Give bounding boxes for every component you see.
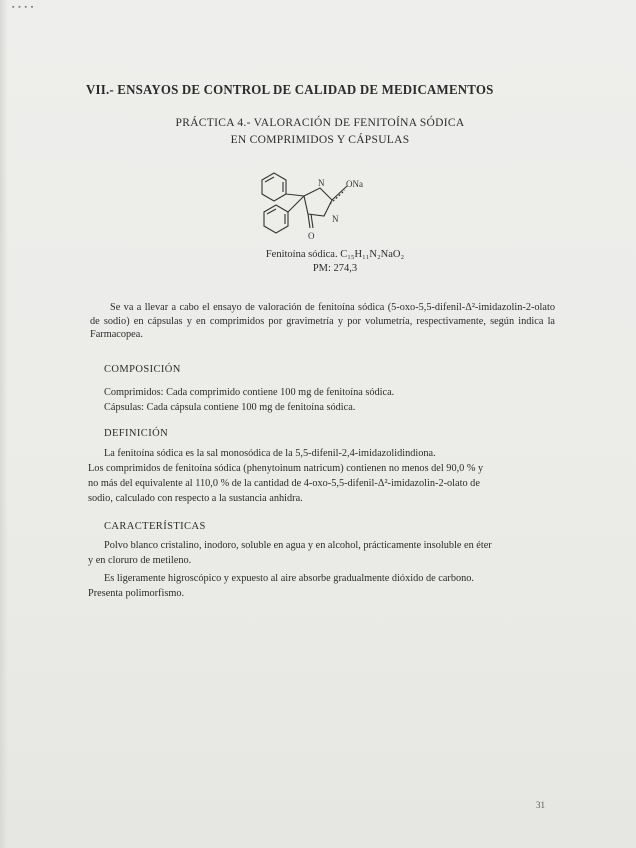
- intro-paragraph: Se va a llevar a cabo el ensayo de valoración de fenitoína sódica (5-oxo-5,5-difenil-Δ²-imidazolin-2-olato de sodio) en cápsulas y en comprimidos por gravimetría y por volumetría, respectivamente, según indica la Farmacopea.: [90, 302, 555, 340]
- caracteristicas-line-1: Polvo blanco cristalino, inodoro, soluble en agua y en alcohol, prácticamente insoluble en éter: [104, 540, 492, 551]
- page-number: 31: [536, 800, 545, 810]
- molecular-formula: Fenitoína sódica. C₁₅H₁₁N₂NaO₂: [265, 249, 405, 260]
- chapter-title: VII.- ENSAYOS DE CONTROL DE CALIDAD DE MEDICAMENTOS: [86, 82, 494, 97]
- definicion-line-3: no más del equivalente al 110,0 % de la cantidad de 4-oxo-5,5-difenil-Δ²-imidazolin-2-olato de: [88, 478, 480, 489]
- scan-edge-shadow: [0, 0, 8, 848]
- nitrogen-label-1: N: [318, 178, 325, 188]
- definicion-line-1: La fenitoína sódica es la sal monosódica de la 5,5-difenil-2,4-imidazolidindiona.: [104, 448, 436, 459]
- caracteristicas-line-3: Es ligeramente higroscópico y expuesto al aire absorbe gradualmente dióxido de carbono.: [104, 573, 474, 584]
- practice-title-line-2: EN COMPRIMIDOS Y CÁPSULAS: [230, 134, 410, 146]
- caracteristicas-heading: CARACTERÍSTICAS: [104, 521, 206, 532]
- formula-block: [200, 248, 470, 276]
- composicion-heading: COMPOSICIÓN: [104, 364, 181, 375]
- oxygen-label: O: [308, 231, 315, 241]
- molecular-weight: PM: 274,3: [312, 263, 358, 274]
- sodium-oxide-label: ONa: [346, 179, 363, 189]
- imidazoline-ring: [304, 188, 332, 216]
- definicion-line-2: Los comprimidos de fenitoína sódica (phenytoinum natricum) contienen no menos del 90,0 % y: [88, 463, 484, 474]
- nitrogen-label-2: N: [332, 214, 339, 224]
- definicion-heading: DEFINICIÓN: [104, 428, 169, 439]
- practice-title-line-1: PRÁCTICA 4.- VALORACIÓN DE FENITOÍNA SÓDICA: [175, 117, 465, 129]
- corner-mark: ▪ ▪ ▪ ▪: [12, 3, 35, 11]
- caracteristicas-line-2: y en cloruro de metileno.: [88, 555, 192, 566]
- composicion-line-1: Comprimidos: Cada comprimido contiene 100 mg de fenitoína sódica.: [104, 387, 395, 398]
- phenytoin-structure-diagram: [252, 160, 382, 245]
- caracteristicas-line-4: Presenta polimorfismo.: [88, 588, 185, 599]
- practice-title: [140, 115, 500, 149]
- composicion-line-2: Cápsulas: Cada cápsula contiene 100 mg de fenitoína sódica.: [104, 402, 356, 413]
- definicion-line-4: sodio, calculado con respecto a la sustancia anhidra.: [88, 493, 303, 504]
